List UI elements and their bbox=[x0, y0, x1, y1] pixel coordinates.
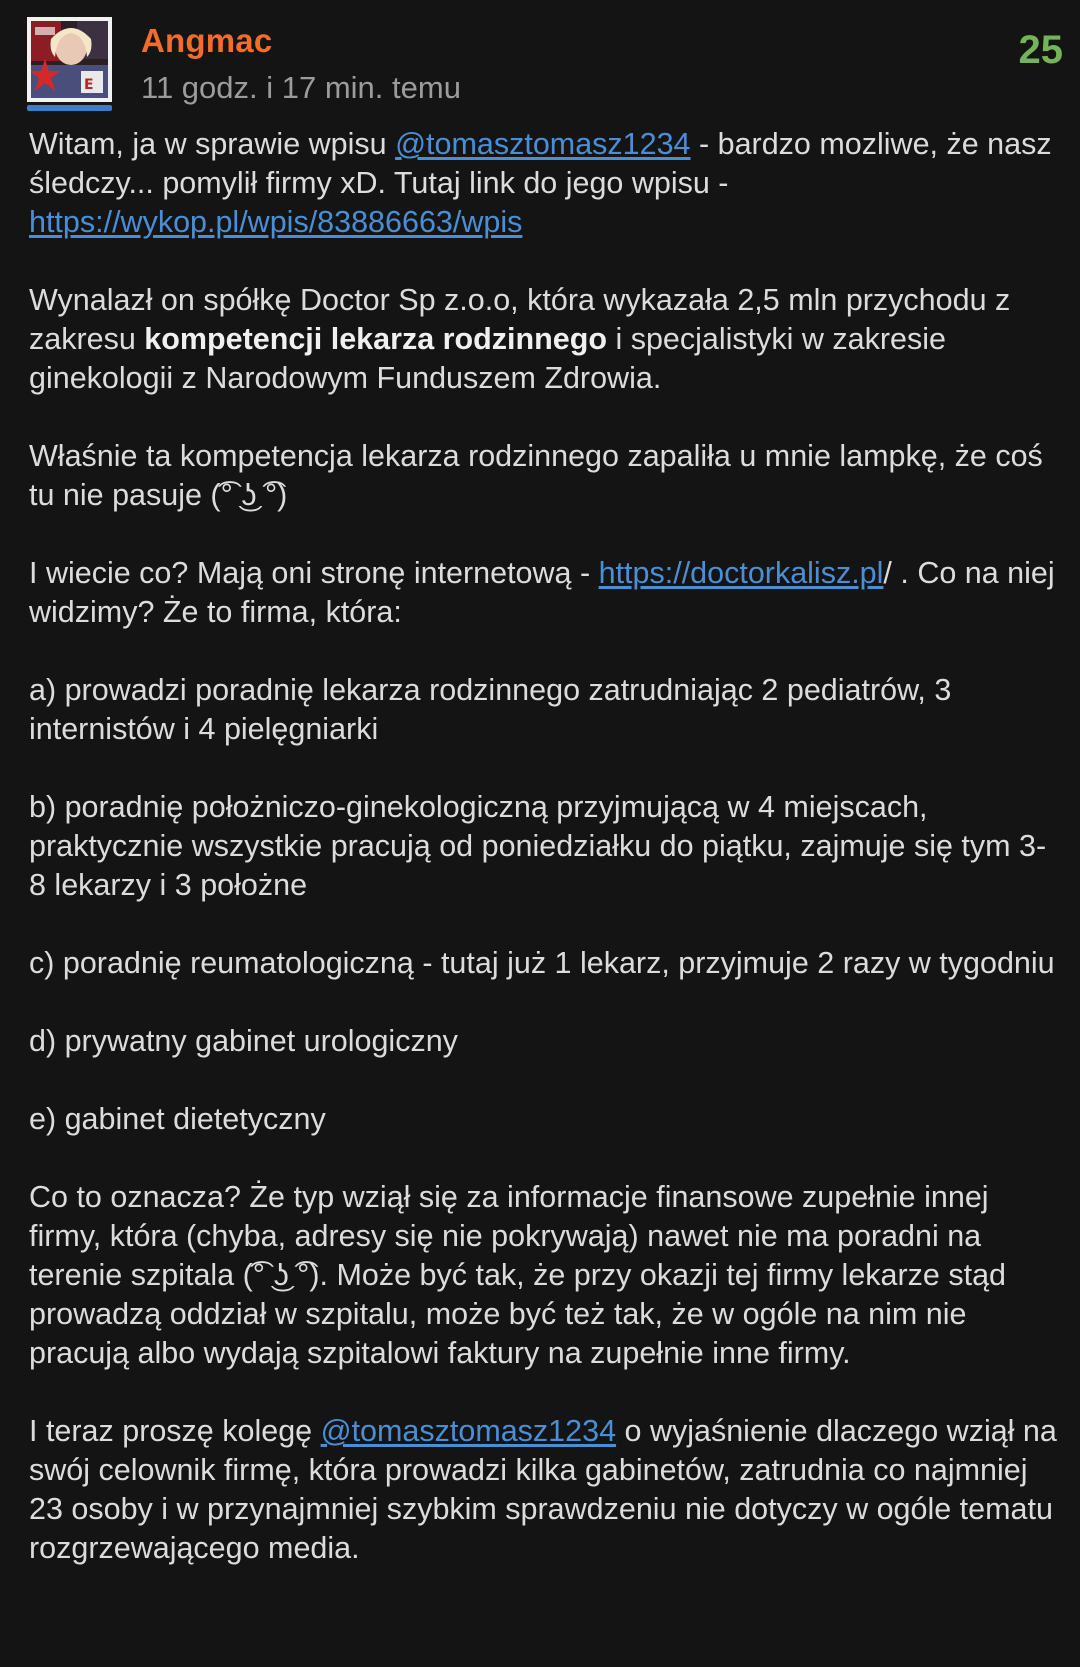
user-mention-link[interactable]: @tomasztomasz1234 bbox=[395, 127, 691, 161]
paragraph-8: d) prywatny gabinet urologiczny bbox=[29, 1024, 458, 1058]
avatar[interactable] bbox=[27, 17, 112, 112]
vote-count[interactable]: 25 bbox=[1018, 28, 1063, 72]
paragraph-4 bbox=[29, 554, 1059, 632]
text: Witam, ja w sprawie wpisu bbox=[29, 127, 396, 161]
text: - bardzo mozliwe, że nasz śledczy... pomylił firmy xD. Tutaj link do jego wpisu - bbox=[29, 127, 1052, 200]
author-name[interactable]: Angmac bbox=[141, 22, 273, 59]
paragraph-1 bbox=[29, 125, 1059, 242]
paragraph-6: b) poradnię położniczo-ginekologiczną przyjmującą w 4 miejscach, praktycznie wszystkie pracują od poniedziałku do piątku, zajmuje się tym 3-8 lekarzy i 3 położne bbox=[29, 790, 1047, 902]
bold-text: kompetencji lekarza rodzinnego bbox=[144, 322, 607, 356]
text: i specjalistyki w zakresie ginekologii z Narodowym Funduszem Zdrowia. bbox=[29, 322, 946, 395]
paragraph-5: a) prowadzi poradnię lekarza rodzinnego zatrudniając 2 pediatrów, 3 internistów i 4 pielęgniarki bbox=[29, 673, 952, 746]
paragraph-7: c) poradnię reumatologiczną - tutaj już 1 lekarz, przyjmuje 2 razy w tygodniu bbox=[29, 946, 1055, 980]
avatar-status-bar bbox=[27, 105, 112, 111]
paragraph-3: Właśnie ta kompetencja lekarza rodzinnego zapaliła u mnie lampkę, że coś tu nie pasuje (͡° ͜ʖ ͡°) bbox=[29, 439, 1043, 512]
text: I teraz proszę kolegę bbox=[29, 1414, 321, 1448]
website-link[interactable]: https://doctorkalisz.pl bbox=[598, 556, 884, 590]
user-avatar-icon[interactable] bbox=[27, 17, 112, 102]
paragraph-11 bbox=[29, 1412, 1059, 1568]
text: I wiecie co? Mają oni stronę internetową - bbox=[29, 556, 599, 590]
post-content bbox=[29, 125, 1059, 1568]
paragraph-2 bbox=[29, 281, 1059, 398]
paragraph-10: Co to oznacza? Że typ wziął się za informacje finansowe zupełnie innej firmy, która (chyba, adresy się nie pokrywają) nawet nie ma poradni na terenie szpitala (͡° ͜ʖ ͡°). Może być tak, że przy okazji tej firmy lekarze stąd prowadzą oddział w szpitalu, może być też tak, że w ogóle na nim nie pracują albo wydają szpitalowi faktury na zupełnie inne firmy. bbox=[29, 1180, 1006, 1370]
paragraph-9: e) gabinet dietetyczny bbox=[29, 1102, 326, 1136]
text: Wynalazł on spółkę Doctor Sp z.o.o, która wykazała 2,5 mln przychodu z zakresu bbox=[29, 283, 1011, 356]
svg-text:E: E bbox=[84, 77, 94, 93]
text: / . Co na niej widzimy? Że to firma, która: bbox=[29, 556, 1055, 629]
text: o wyjaśnienie dlaczego wziął na swój celownik firmę, która prowadzi kilka gabinetów, zatrudnia co najmniej 23 osoby i w przynajmniej szybkim sprawdzeniu nie dotyczy w ogóle tematu rozgrzewającego media. bbox=[29, 1414, 1057, 1565]
post-timestamp[interactable]: 11 godz. i 17 min. temu bbox=[141, 70, 461, 105]
entry-link[interactable]: https://wykop.pl/wpis/83886663/wpis bbox=[29, 205, 523, 239]
user-mention-link[interactable]: @tomasztomasz1234 bbox=[320, 1414, 617, 1448]
